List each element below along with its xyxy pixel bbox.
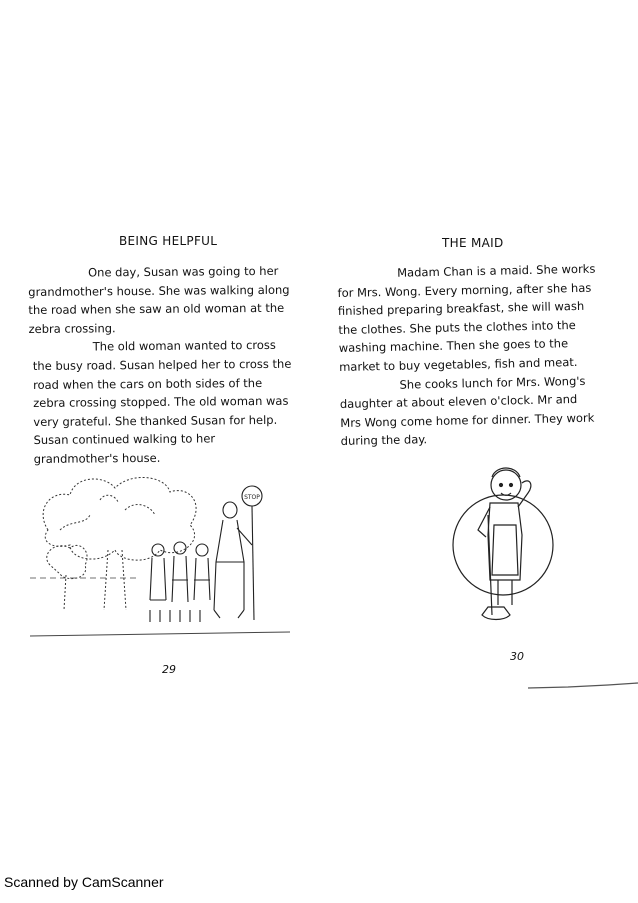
scanner-watermark: Scanned by CamScanner <box>4 874 164 890</box>
left-page-story <box>28 262 292 469</box>
story-line: Madam Chan is a maid. She works <box>397 261 596 280</box>
story-line: zebra crossing. <box>28 321 116 336</box>
story-line: grandmother's house. <box>33 450 161 466</box>
story-line: washing machine. Then she goes to the <box>338 336 569 356</box>
story-line: road when the cars on both sides of the <box>32 375 263 392</box>
story-line: the road when she saw an old woman at the <box>28 300 285 318</box>
story-line: market to buy vegetables, fish and meat. <box>338 354 578 374</box>
zebra-crossing-illustration <box>30 470 300 640</box>
story-line: finished preparing breakfast, she will wash <box>337 299 585 319</box>
story-line: daughter at about eleven o'clock. Mr and <box>339 392 578 412</box>
story-line: One day, Susan was going to her <box>88 263 279 280</box>
story-line: She cooks lunch for Mrs. Wong's <box>399 373 586 392</box>
story-line: The old woman wanted to cross <box>92 338 276 354</box>
right-page-number: 30 <box>510 650 524 663</box>
right-page-story <box>337 260 599 451</box>
stop-sign-text: STOP <box>244 494 260 501</box>
right-page-title: THE MAID <box>442 236 504 250</box>
story-line: very grateful. She thanked Susan for help. <box>33 412 278 429</box>
story-line: for Mrs. Wong. Every morning, after she has <box>337 280 592 300</box>
scan-edge-mark <box>528 680 638 690</box>
left-page-number: 29 <box>162 663 176 676</box>
left-page-title: BEING HELPFUL <box>119 234 218 248</box>
story-line: Susan continued walking to her <box>33 431 216 448</box>
story-line: during the day. <box>340 432 428 449</box>
story-line: zebra crossing stopped. The old woman was <box>33 393 289 411</box>
maid-illustration <box>448 455 558 630</box>
story-line: grandmother's house. She was walking along <box>28 282 290 299</box>
story-line: the busy road. Susan helped her to cross the <box>32 356 292 373</box>
story-line: the clothes. She puts the clothes into the <box>338 317 576 337</box>
story-line: Mrs Wong come home for dinner. They work <box>340 410 595 430</box>
